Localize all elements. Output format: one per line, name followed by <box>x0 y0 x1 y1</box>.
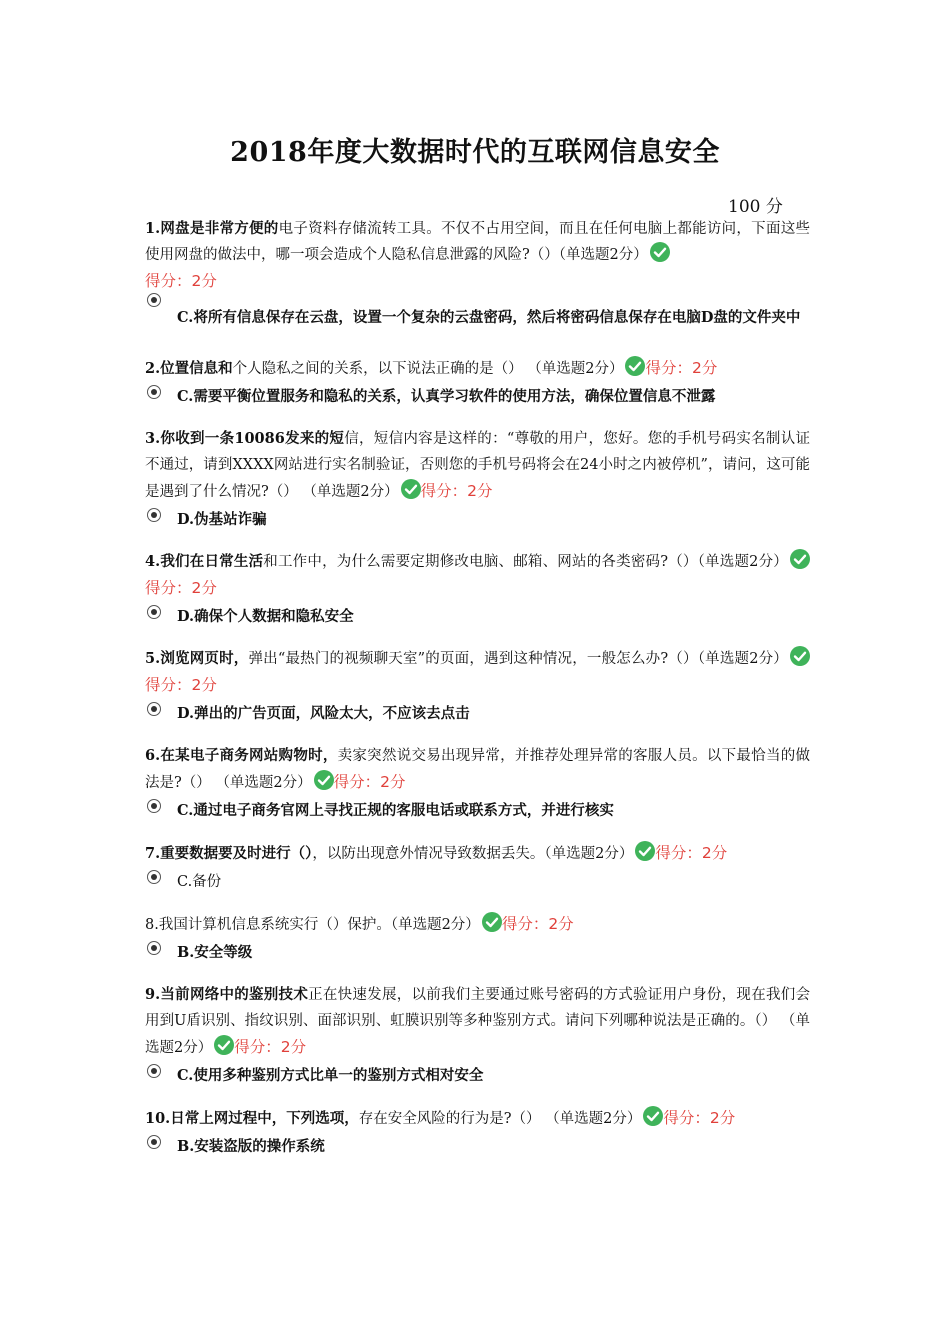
score-label: 得分：2分 <box>145 272 217 290</box>
check-circle-icon <box>401 479 421 499</box>
answer-text: D.弹出的广告页面，风险太大，不应该去点击 <box>177 705 470 722</box>
question-text <box>145 549 810 602</box>
question-lead: 2.位置信息和 <box>145 360 233 377</box>
question-3 <box>145 426 810 533</box>
check-circle-icon <box>790 549 810 569</box>
selected-answer[interactable] <box>145 701 810 727</box>
question-body: 弹出“最热门的视频聊天室”的页面，遇到这种情况，一般怎么办?（）（单选题2分） <box>248 651 789 667</box>
check-circle-icon <box>314 770 334 790</box>
question-text <box>145 355 810 382</box>
question-body: 和工作中，为什么需要定期修改电脑、邮箱、网站的各类密码?（）（单选题2分） <box>263 554 789 570</box>
score-label: 得分：2分 <box>145 676 217 694</box>
check-circle-icon <box>214 1035 234 1055</box>
answer-text: C.将所有信息保存在云盘，设置一个复杂的云盘密码，然后将密码信息保存在电脑D盘的文件夹中 <box>177 309 801 326</box>
selected-answer[interactable] <box>145 798 810 824</box>
radio-selected-icon[interactable] <box>147 702 161 716</box>
question-lead: 5.浏览网页时， <box>145 650 249 667</box>
question-lead: 1.网盘是非常方便的 <box>145 220 279 237</box>
question-body: 正在快速发展，以前我们主要通过账号密码的方式验证用户身份，现在我们会用到U盾识别、指纹识别、面部识别、虹膜识别等多种鉴别方式。请问下列哪种说法是正确的。（） （单选题2分） <box>145 987 811 1056</box>
total-score: 100 分 <box>728 197 783 217</box>
radio-selected-icon[interactable] <box>147 870 161 884</box>
question-text <box>145 426 810 505</box>
selected-answer[interactable] <box>145 507 810 533</box>
question-6 <box>145 743 810 824</box>
selected-answer[interactable] <box>145 940 810 966</box>
question-lead: 4.我们在日常生活 <box>145 553 264 570</box>
answer-text: C.需要平衡位置服务和隐私的关系，认真学习软件的使用方法，确保位置信息不泄露 <box>177 388 716 405</box>
check-circle-icon <box>625 356 645 376</box>
question-lead: 6.在某电子商务网站购物时， <box>145 747 338 764</box>
question-lead: 9.当前网络中的鉴别技术 <box>145 986 309 1003</box>
score-label: 得分：2分 <box>145 579 217 597</box>
question-body: 信，短信内容是这样的：“尊敬的用户，您好。您的手机号码实名制认证不通过，请到XXXX网站进行实名制验证，否则您的手机号码将会在24小时之内被停机”，请问，这可能是遇到了什么情况?（） （单选题2分） <box>145 431 810 500</box>
question-lead: 7.重要数据要及时进行（） <box>145 845 313 862</box>
selected-answer[interactable] <box>145 869 810 895</box>
answer-text: C.使用多种鉴别方式比单一的鉴别方式相对安全 <box>177 1067 484 1084</box>
question-text <box>145 743 810 796</box>
score-label: 得分：2分 <box>234 1038 307 1056</box>
check-circle-icon <box>790 646 810 666</box>
score-label: 得分：2分 <box>663 1109 736 1127</box>
question-body: 存在安全风险的行为是?（） （单选题2分） <box>358 1111 642 1127</box>
question-text <box>145 1105 810 1132</box>
question-lead: 10.日常上网过程中，下列选项， <box>145 1110 359 1127</box>
question-text <box>145 840 810 867</box>
score-label: 得分：2分 <box>333 773 406 791</box>
page-title: 2018年度大数据时代的互联网信息安全 <box>230 137 720 168</box>
question-body: 卖家突然说交易出现异常，并推荐处理异常的客服人员。以下最恰当的做法是?（） （单选题2分） <box>145 748 810 791</box>
selected-answer[interactable] <box>145 604 810 630</box>
radio-selected-icon[interactable] <box>147 293 161 307</box>
radio-selected-icon[interactable] <box>147 605 161 619</box>
score-label: 得分：2分 <box>420 482 493 500</box>
question-text <box>145 646 810 699</box>
question-1 <box>145 216 810 339</box>
radio-selected-icon[interactable] <box>147 508 161 522</box>
question-body: ，以防出现意外情况导致数据丢失。（单选题2分） <box>312 846 634 862</box>
answer-text: B.安全等级 <box>177 944 253 961</box>
selected-answer[interactable] <box>145 1063 810 1089</box>
question-10 <box>145 1105 810 1160</box>
selected-answer[interactable] <box>145 384 810 410</box>
answer-text: D.确保个人数据和隐私安全 <box>177 608 354 625</box>
question-text <box>145 982 810 1061</box>
check-circle-icon <box>643 1106 663 1126</box>
radio-selected-icon[interactable] <box>147 941 161 955</box>
radio-selected-icon[interactable] <box>147 1064 161 1078</box>
score-label: 得分：2分 <box>645 359 718 377</box>
question-body: 8.我国计算机信息系统实行（）保护。（单选题2分） <box>145 917 480 933</box>
question-lead: 3.你收到一条10086发来的短 <box>145 430 345 447</box>
question-body: 个人隐私之间的关系，以下说法正确的是（） （单选题2分） <box>232 361 624 377</box>
check-circle-icon <box>635 841 655 861</box>
answer-text: C.备份 <box>177 874 222 890</box>
radio-selected-icon[interactable] <box>147 799 161 813</box>
question-8 <box>145 911 810 966</box>
answer-text: C.通过电子商务官网上寻找正规的客服电话或联系方式，并进行核实 <box>177 802 614 819</box>
radio-selected-icon[interactable] <box>147 1135 161 1149</box>
question-2 <box>145 355 810 410</box>
score-label: 得分：2分 <box>501 915 574 933</box>
check-circle-icon <box>650 242 670 262</box>
answer-text: B.安装盗版的操作系统 <box>177 1138 325 1155</box>
answer-text: D.伪基站诈骗 <box>177 511 267 528</box>
question-list <box>145 216 810 1176</box>
question-text <box>145 216 810 295</box>
question-4 <box>145 549 810 630</box>
question-7 <box>145 840 810 895</box>
selected-answer[interactable] <box>145 1134 810 1160</box>
question-9 <box>145 982 810 1089</box>
question-text <box>145 911 810 938</box>
question-5 <box>145 646 810 727</box>
score-label: 得分：2分 <box>655 844 728 862</box>
question-body: 电子资料存储流转工具。不仅不占用空间，而且在任何电脑上都能访问，下面这些使用网盘的做法中，哪一项会造成个人隐私信息泄露的风险?（）（单选题2分） <box>145 221 810 263</box>
radio-selected-icon[interactable] <box>147 385 161 399</box>
check-circle-icon <box>482 912 502 932</box>
selected-answer[interactable] <box>145 297 810 339</box>
